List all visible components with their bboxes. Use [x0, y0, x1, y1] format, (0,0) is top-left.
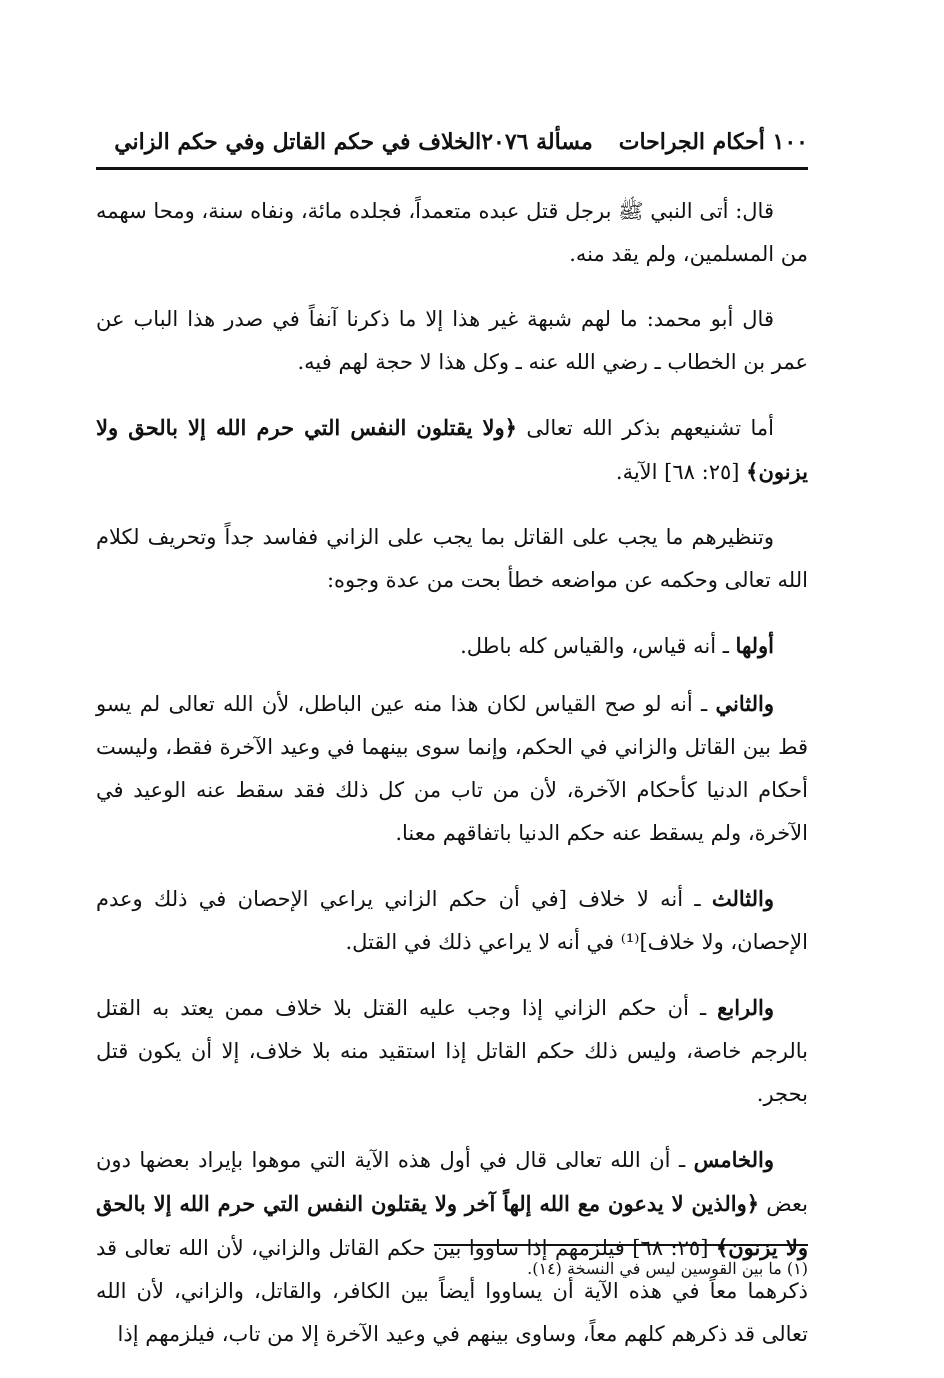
- paragraph: أما تشنيعهم بذكر الله تعالى ﴿ولا يقتلون النفس التي حرم الله إلا بالحق ولا يزنون﴾ [٢٥: ٦٨] الآية.: [96, 415, 808, 484]
- point-lead: والرابع: [717, 995, 774, 1020]
- section-title: الخلاف في حكم القاتل وفي حكم الزاني: [114, 129, 482, 155]
- paragraph: قال: أتى النبي ﷺ برجل قتل عبده متعمداً، فجلده مائة، ونفاه سنة، ومحا سهمه من المسلمين، ولم يقد منه.: [96, 199, 808, 266]
- point-lead: أولها: [735, 633, 774, 658]
- point-lead: والخامس: [693, 1147, 774, 1172]
- book-title: أحكام الجراحات: [618, 129, 765, 155]
- paragraph: والثالث ـ أنه لا خلاف [في أن حكم الزاني يراعي الإحصان في ذلك وعدم الإحصان، ولا خلاف]⁽¹⁾ في أنه لا يراعي ذلك في القتل.: [96, 886, 808, 954]
- page-number: ١٠٠: [772, 129, 808, 155]
- footnote-rule: [434, 1244, 808, 1246]
- main-text: [96, 190, 808, 1378]
- paragraph: وتنظيرهم ما يجب على القاتل بما يجب على الزاني ففاسد جداً وتحريف لكلام الله تعالى وحكمه عن مواضعه خطأ بحت من عدة وجوه:: [96, 525, 808, 592]
- paragraph: أولها ـ أنه قياس، والقياس كله باطل.: [460, 633, 774, 658]
- book-page: [96, 120, 808, 1346]
- paragraph: قال أبو محمد: ما لهم شبهة غير هذا إلا ما ذكرنا آنفاً في صدر هذا الباب عن عمر بن الخطاب ـ رضي الله عنه ـ وكل هذا لا حجة لهم فيه.: [96, 307, 808, 374]
- paragraph: والخامس ـ أن الله تعالى قال في أول هذه الآية التي موهوا بإيراد بعضها دون بعض ﴿والذين لا يدعون مع الله إلهاً آخر ولا يقتلون النفس التي حرم الله إلا بالحق ولا يزنون﴾ [٢٥: ٦٨] فيلزمهم إذا ساووا بين حكم القاتل والزاني، لأن الله تعالى قد ذكرهما معاً في هذه الآية أن يساووا أيضاً بين الكافر، والقاتل، والزاني، لأن الله تعالى قد ذكرهم كلهم معاً، وساوى بينهم في وعيد الآخرة إلا من تاب، فيلزمهم إذا: [96, 1147, 808, 1346]
- header-rule: [96, 167, 808, 170]
- issue-number: مسألة ٢٠٧٦: [481, 129, 593, 155]
- footnote: (١) ما بين القوسين ليس في النسخة (١٤).: [527, 1259, 808, 1278]
- point-lead: والثالث: [711, 886, 774, 911]
- quran-verse: ﴿والذين لا يدعون مع الله إلهاً آخر ولا يقتلون النفس التي حرم الله إلا بالحق ولا يزنون﴾: [96, 1191, 808, 1260]
- quran-verse: ﴿ولا يقتلون النفس التي حرم الله إلا بالحق ولا يزنون﴾: [96, 415, 808, 484]
- running-header: [96, 120, 808, 164]
- point-lead: والثاني: [715, 691, 774, 716]
- paragraph: والثاني ـ أنه لو صح القياس لكان هذا منه عين الباطل، لأن الله تعالى لم يسو قط بين القاتل والزاني في الحكم، وإنما سوى بينهما في وعيد الآخرة فقط، وليست أحكام الدنيا كأحكام الآخرة، لأن من تاب من كل ذلك فقد سقط عنه الوعيد في الآخرة، ولم يسقط عنه حكم الدنيا باتفاقهم معنا.: [96, 691, 808, 845]
- paragraph: والرابع ـ أن حكم الزاني إذا وجب عليه القتل بلا خلاف ممن يعتد به القتل بالرجم خاصة، وليس ذلك حكم القاتل إذا استقيد منه بلا خلاف، إلا أن يكون قتل بحجر.: [96, 995, 808, 1106]
